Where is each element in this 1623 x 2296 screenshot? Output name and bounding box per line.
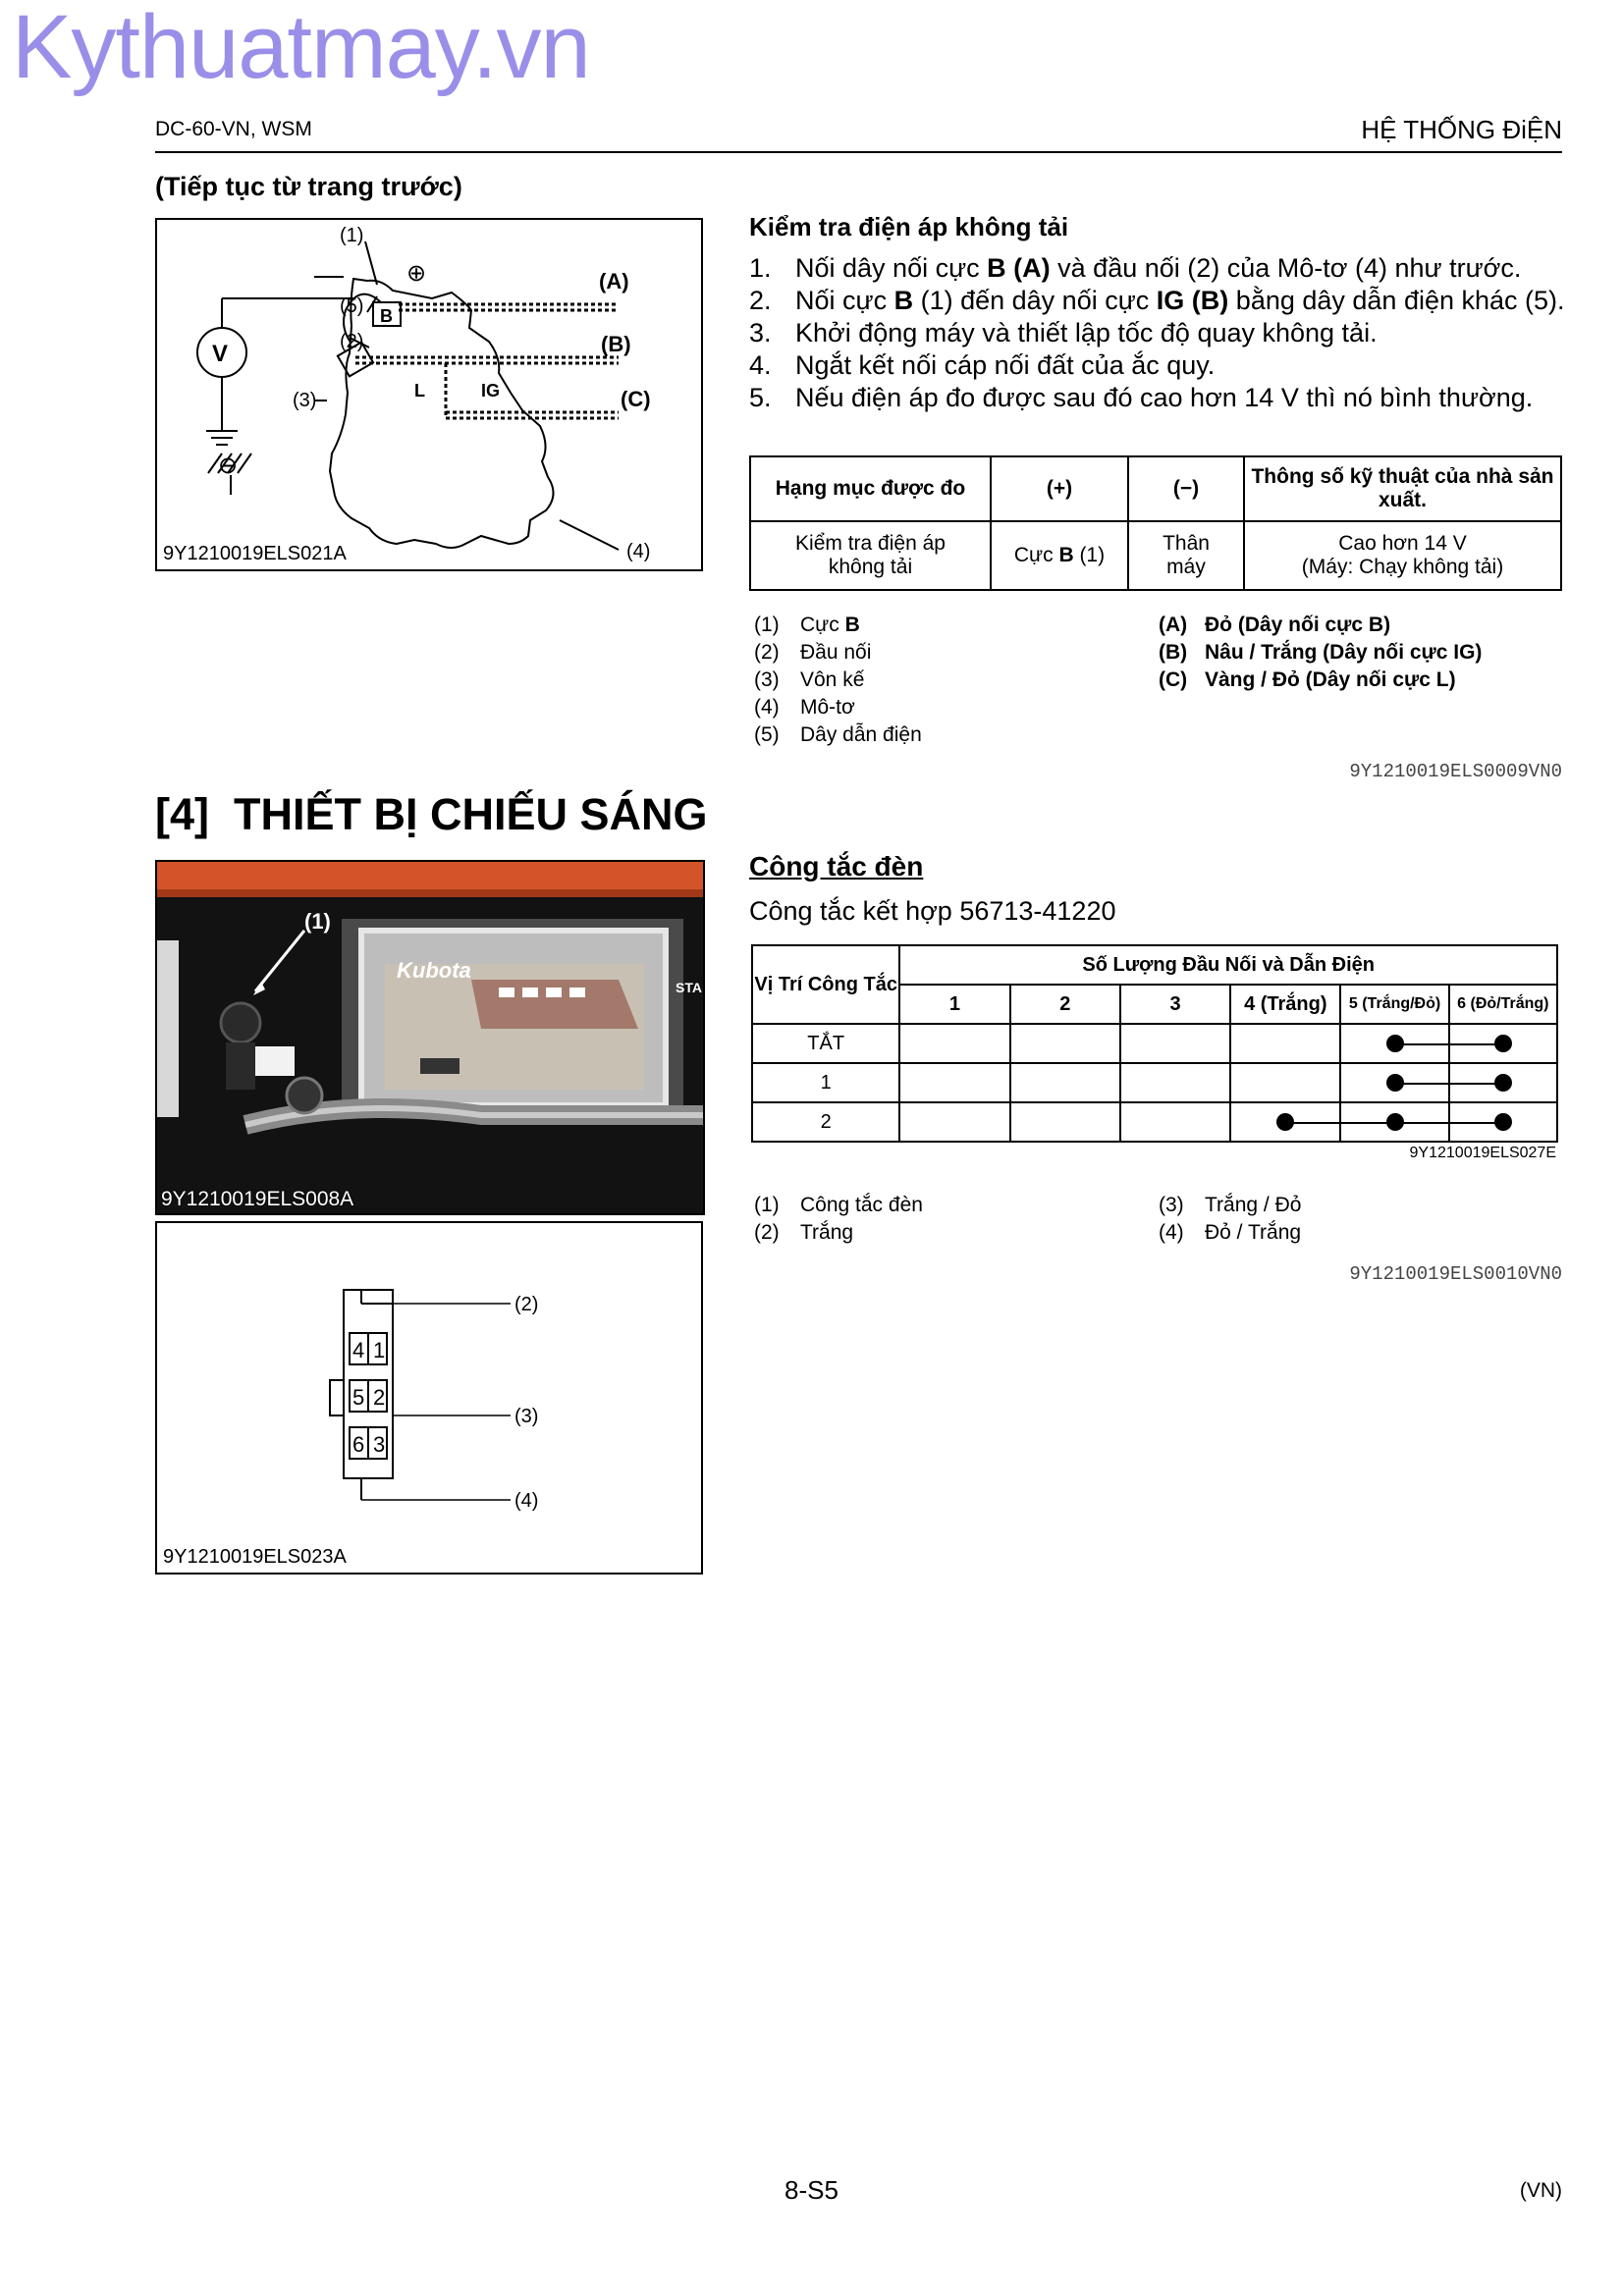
col-header: 6 (Đỏ/Trắng) (1449, 985, 1557, 1024)
row-label: TẮT (752, 1024, 899, 1063)
continuity-line (1450, 1122, 1503, 1124)
lightswitch-ref-code: 9Y1210019ELS0010VN0 (1349, 1263, 1562, 1285)
legend-item: (4) Mô-tơ (754, 696, 855, 719)
header-doc-id: DC-60-VN, WSM (155, 118, 312, 140)
pin-5: 5 (352, 1385, 365, 1410)
noload-ref-code: 9Y1210019ELS0009VN0 (1349, 761, 1562, 782)
terminal-ig-label: IG (481, 381, 501, 400)
fig3-label-4: (4) (514, 1490, 539, 1512)
terminal-group-header: Số Lượng Đầu Nối và Dẫn Điện (899, 945, 1557, 985)
fig1-label-b: (B) (601, 332, 631, 356)
switch-table-code: 9Y1210019ELS027E (1409, 1145, 1556, 1161)
fig2-label-1: (1) (304, 909, 331, 934)
continuity-line (1341, 1122, 1447, 1124)
continued-note: (Tiếp tục từ trang trước) (155, 172, 462, 201)
fig3-label-2: (2) (514, 1294, 539, 1315)
spec-item: Kiểm tra điện áp không tải (750, 521, 991, 590)
continuity-line (1450, 1043, 1503, 1045)
voltmeter-symbol: V (212, 341, 229, 367)
step-3: 3. Khởi động máy và thiết lập tốc độ quay không tải. (749, 318, 1378, 347)
header-section: HỆ THỐNG ĐiỆN (1361, 115, 1562, 144)
legend-item: (2) Đầu nối (754, 641, 872, 664)
section-title: [4] THIẾT BỊ CHIẾU SÁNG (155, 789, 708, 839)
col-header: 4 (Trắng) (1230, 985, 1340, 1024)
minus-icon: ⊖ (218, 453, 239, 479)
noload-legend-right (1159, 612, 1561, 694)
legend-item: (3) Trắng / Đỏ (1159, 1194, 1302, 1216)
fig1-label-2: (2) (340, 331, 364, 352)
col-header: 2 (1010, 985, 1120, 1024)
fig2-caption: 9Y1210019ELS008A (161, 1188, 354, 1210)
fig1-label-3: (3) (293, 390, 317, 411)
kubota-logo: Kubota (397, 958, 471, 983)
page-number: 8-S5 (784, 2175, 839, 2205)
dash-side-label: STA (676, 980, 702, 995)
legend-item: (5) Dây dẫn điện (754, 723, 922, 746)
terminal-b-label: B (380, 306, 393, 326)
spec-minus: Thân máy (1128, 521, 1244, 590)
pin-1: 1 (373, 1338, 386, 1362)
legend-item: (4) Đỏ / Trắng (1159, 1221, 1302, 1244)
fig1-label-4: (4) (626, 541, 651, 562)
spec-value: Cao hơn 14 V (Máy: Chạy không tải) (1244, 521, 1561, 590)
noload-legend-left (754, 612, 1147, 749)
spec-header-plus: (+) (991, 456, 1128, 521)
col-header: 3 (1120, 985, 1230, 1024)
pin-2: 2 (373, 1385, 386, 1410)
terminal-l-label: L (414, 381, 425, 400)
lightswitch-legend-left (754, 1192, 1147, 1247)
col-header: 1 (899, 985, 1009, 1024)
fig1-caption: 9Y1210019ELS021A (163, 543, 347, 564)
lightswitch-heading: Công tắc đèn (749, 851, 924, 881)
table-row (752, 1063, 1557, 1102)
lightswitch-legend-right (1159, 1192, 1551, 1247)
connector-diagram (157, 1223, 701, 1573)
table-row (752, 1024, 1557, 1063)
spec-header-minus: (−) (1128, 456, 1244, 521)
watermark: Kythuatmay.vn (12, 0, 590, 97)
header-rule (155, 151, 1562, 153)
noload-heading: Kiểm tra điện áp không tải (749, 212, 1069, 241)
fig1-label-5: (5) (340, 295, 364, 317)
connector-diagram-figure (155, 1221, 703, 1575)
continuity-line (1395, 1083, 1448, 1085)
spec-header-spec: Thông số kỹ thuật của nhà sản xuất. (1244, 456, 1561, 521)
step-4: 4. Ngắt kết nối cáp nối đất của ắc quy. (749, 350, 1216, 380)
table-row (752, 1102, 1557, 1142)
continuity-line (1395, 1043, 1448, 1045)
legend-item: (1) Cực B (754, 614, 860, 636)
col-header: 5 (Trắng/Đỏ) (1340, 985, 1448, 1024)
step-1: 1. Nối dây nối cực B (A) và đầu nối (2) của Mô-tơ (4) như trước. (749, 253, 1522, 283)
row-label: 2 (752, 1102, 899, 1142)
legend-item: (A) Đỏ (Dây nối cực B) (1159, 614, 1391, 636)
noload-spec-table (749, 455, 1562, 591)
wiring-diagram-figure (155, 218, 703, 571)
pin-6: 6 (352, 1432, 365, 1457)
wiring-diagram (157, 220, 701, 569)
dashboard-photo-figure (155, 860, 705, 1215)
fig1-label-1: (1) (340, 225, 364, 246)
dashboard-photo (157, 862, 703, 1213)
lightswitch-subtitle: Công tắc kết hợp 56713-41220 (749, 896, 1116, 926)
pin-4: 4 (352, 1338, 365, 1362)
step-5: 5. Nếu điện áp đo được sau đó cao hơn 14 V thì nó bình thường. (749, 383, 1534, 412)
switch-continuity-table (751, 944, 1558, 1143)
fig1-label-c: (C) (621, 387, 651, 411)
legend-item: (C) Vàng / Đỏ (Dây nối cực L) (1159, 668, 1456, 691)
legend-item: (2) Trắng (754, 1221, 854, 1244)
spec-header-item: Hạng mục được đo (750, 456, 991, 521)
continuity-line (1285, 1122, 1339, 1124)
spec-plus: Cực B (1) (991, 521, 1128, 590)
continuity-line (1450, 1083, 1503, 1085)
fig3-caption: 9Y1210019ELS023A (163, 1546, 347, 1568)
legend-item: (3) Vôn kế (754, 668, 865, 691)
plus-icon: ⊕ (406, 260, 427, 287)
step-2: 2. Nối cực B (1) đến dây nối cực IG (B) bằng dây dẫn điện khác (5). (749, 286, 1565, 315)
row-label: 1 (752, 1063, 899, 1102)
legend-item: (B) Nâu / Trắng (Dây nối cực IG) (1159, 641, 1483, 664)
fig1-label-a: (A) (599, 269, 629, 294)
noload-steps (749, 252, 1566, 414)
fig3-label-3: (3) (514, 1406, 539, 1427)
pin-3: 3 (373, 1432, 386, 1457)
language-code: (VN) (1519, 2179, 1562, 2202)
legend-item: (1) Công tắc đèn (754, 1194, 923, 1216)
switch-position-header: Vị Trí Công Tắc (752, 945, 899, 1024)
